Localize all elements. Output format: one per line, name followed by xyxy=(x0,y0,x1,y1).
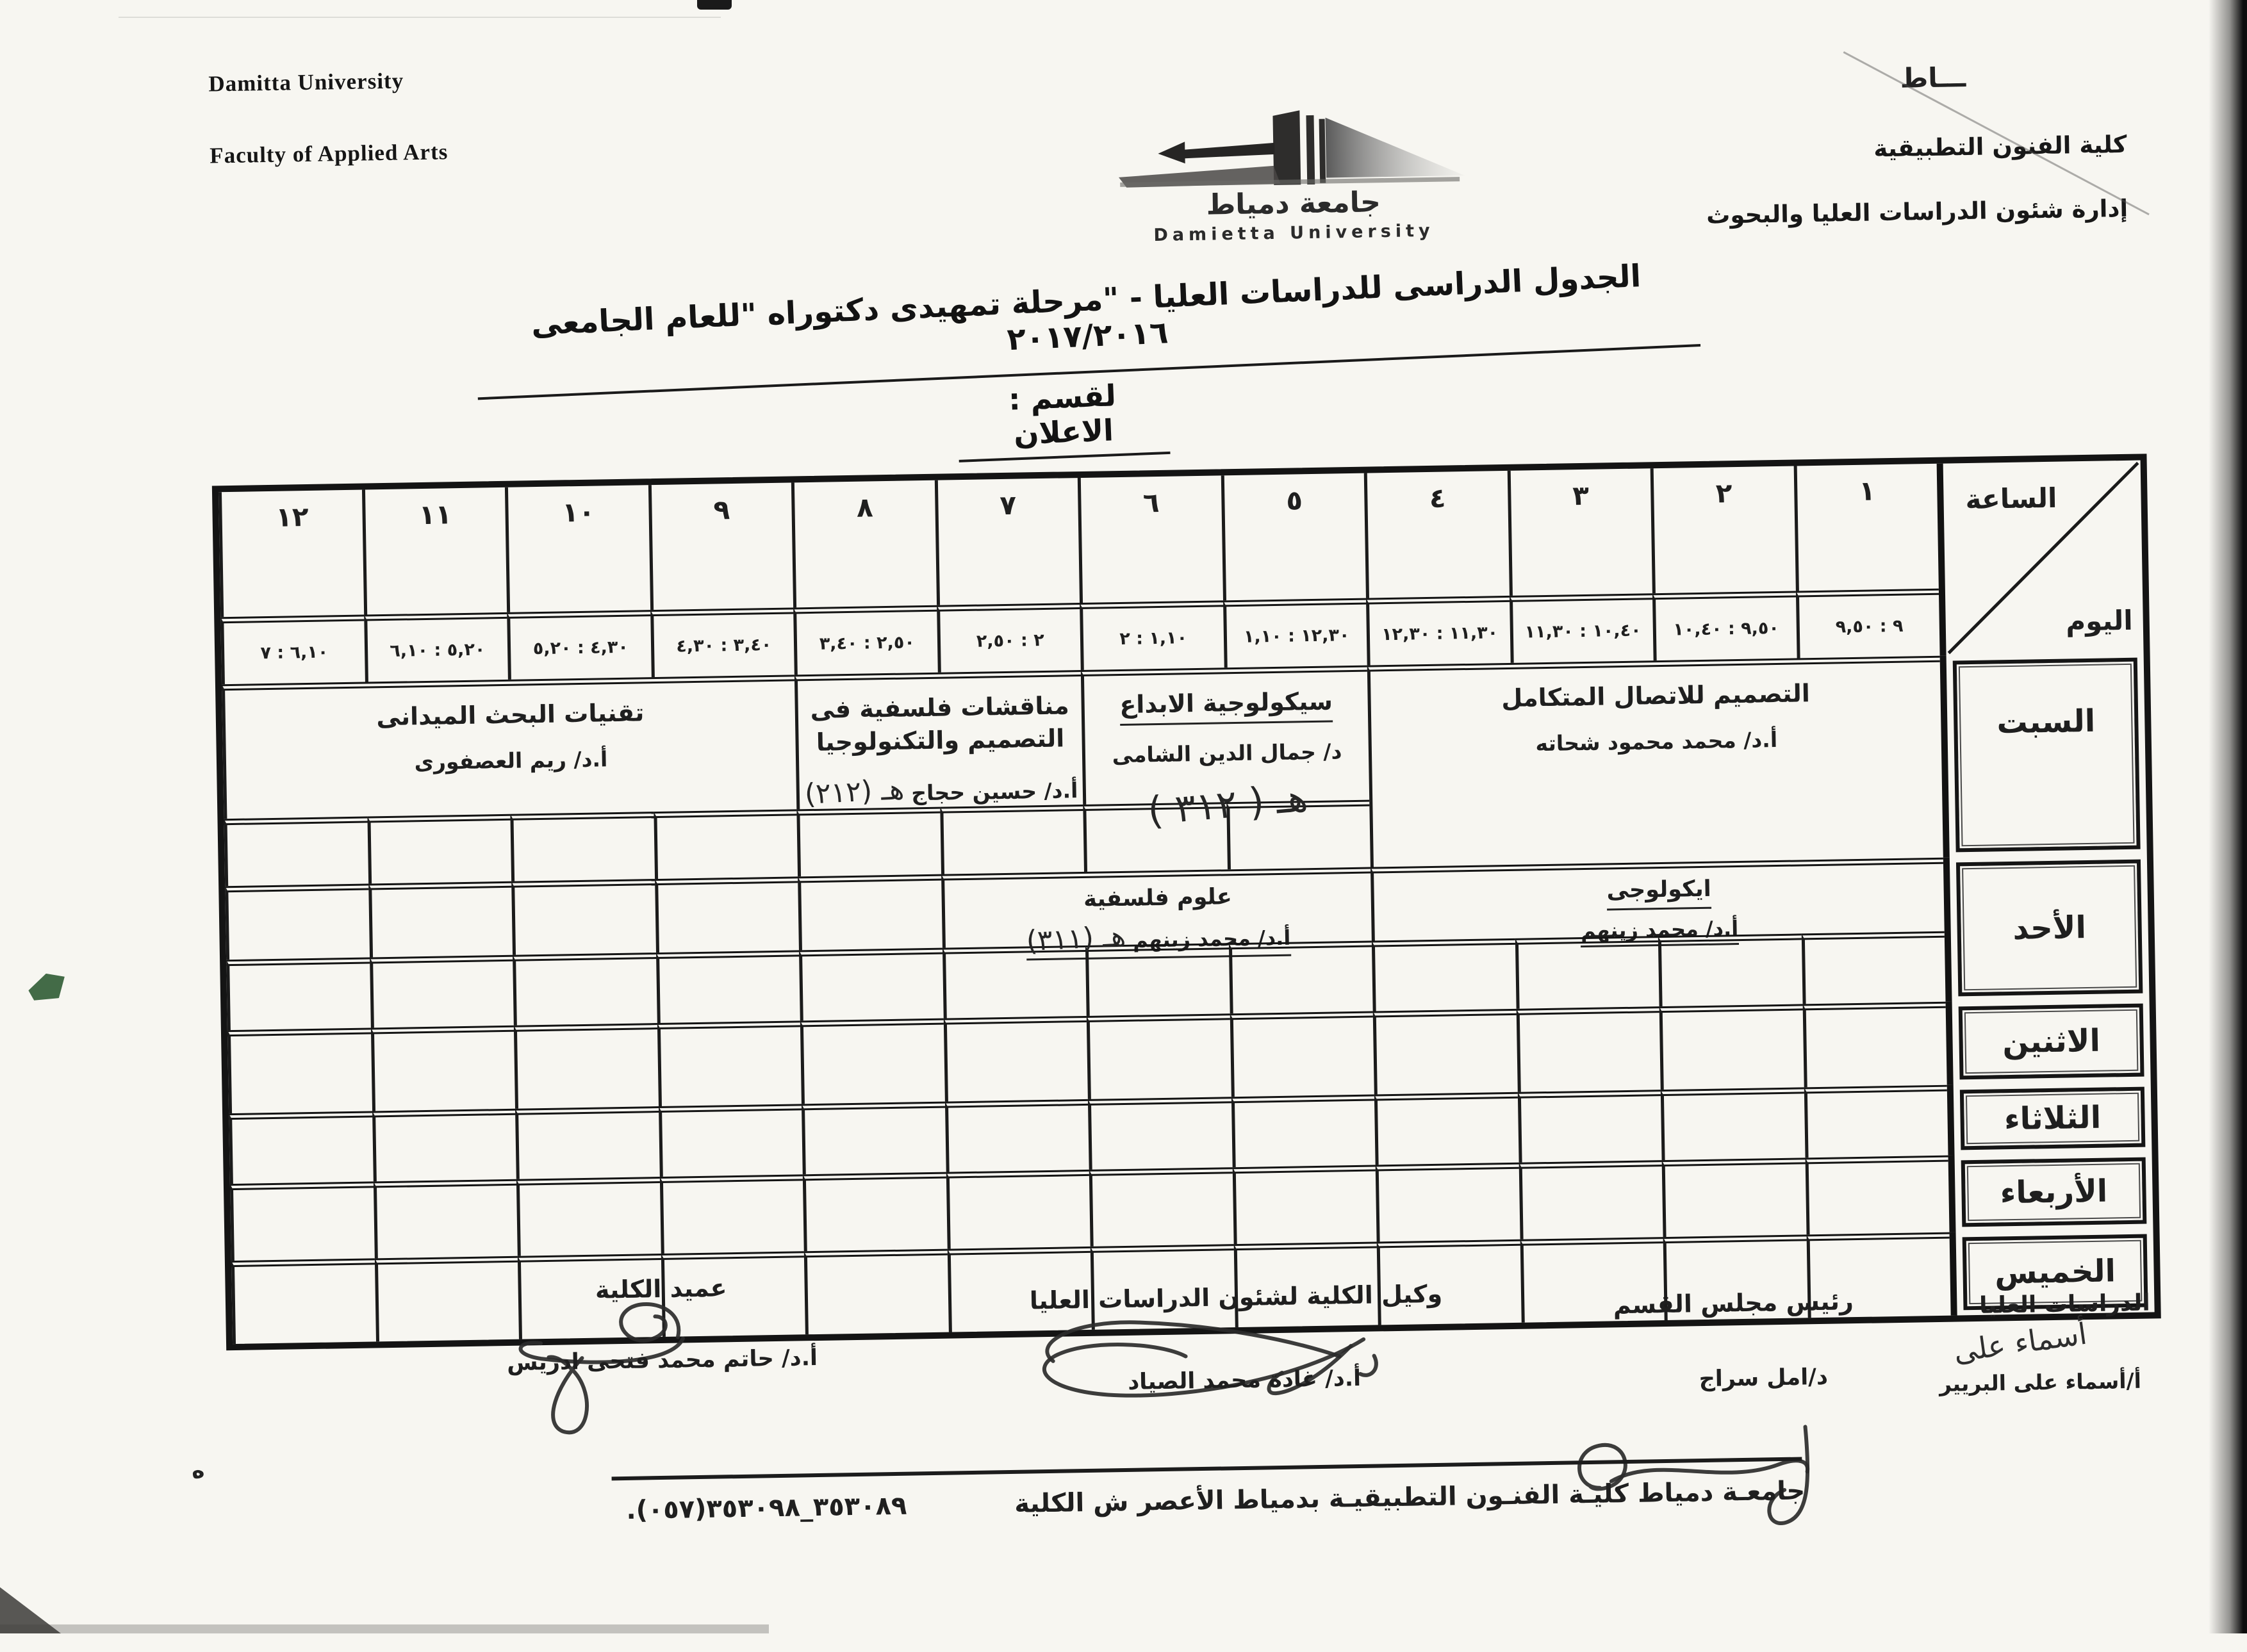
time-slot-2: ٩,٥٠ : ١٠,٤٠ xyxy=(1652,591,1797,660)
day-cell-sunday xyxy=(1943,854,2150,1001)
course-cell-field-research-techniques xyxy=(222,675,796,819)
grad-studies-handwritten-signature: أسماء على xyxy=(1951,1316,2089,1370)
course-title: ايكولوجى xyxy=(1606,874,1711,911)
empty-slot-cell xyxy=(658,1104,802,1177)
day-label-saturday: السبت xyxy=(1953,658,2141,853)
time-slot-12: ٦,١٠ : ٧ xyxy=(220,615,365,685)
empty-slot-cell xyxy=(1087,1013,1231,1099)
empty-slot-cell xyxy=(1088,1097,1232,1170)
empty-slot-cell xyxy=(1804,1085,1948,1158)
empty-slot-cell xyxy=(511,879,655,955)
course-instructor: أ.د/ محمد محمود شحاته xyxy=(1535,727,1778,756)
scan-edge-shadow-right xyxy=(2209,0,2247,1633)
empty-slot-cell xyxy=(373,1179,517,1259)
empty-slot-cell xyxy=(946,1170,1090,1249)
course-cell-philosophical-discussions xyxy=(794,670,1083,809)
hour-8: ٨ xyxy=(791,480,937,608)
empty-slot-cell xyxy=(796,807,941,877)
department-subtitle: لقسم : الاعلان xyxy=(956,376,1171,462)
empty-slot-cell xyxy=(1232,1165,1376,1244)
course-title: التصميم للاتصال المتكامل xyxy=(1501,679,1811,713)
time-slot-3: ١٠,٤٠ : ١١,٣٠ xyxy=(1509,593,1653,663)
time-slot-4: ١١,٣٠ : ١٢,٣٠ xyxy=(1366,596,1510,666)
empty-slot-cell xyxy=(230,1181,374,1261)
empty-slot-cell xyxy=(231,1258,376,1344)
empty-slot-cell xyxy=(368,881,513,958)
day-label-sunday: الأحد xyxy=(1956,860,2143,997)
day-label-wednesday: الأربعاء xyxy=(1961,1157,2147,1227)
hour-6: ٦ xyxy=(1078,475,1223,603)
scan-edge-shadow-bottom xyxy=(0,1624,769,1633)
dean-title: عميد الكلية xyxy=(595,1273,727,1304)
empty-slot-cell xyxy=(1374,1092,1519,1165)
empty-slot-cell xyxy=(803,1172,947,1252)
empty-slot-cell xyxy=(1516,1006,1661,1092)
hour-5: ٥ xyxy=(1221,473,1366,601)
empty-slot-cell xyxy=(513,953,657,1026)
ink-smudge: ه xyxy=(188,1457,207,1485)
day-cell-monday xyxy=(1946,998,2151,1084)
empty-slot-cell xyxy=(655,876,799,953)
course-title: سيكولوجية الابداع xyxy=(1119,685,1333,726)
scan-top-mark xyxy=(697,0,732,10)
empty-slot-cell xyxy=(942,945,1086,1018)
empty-slot-cell xyxy=(367,814,511,884)
empty-slot-cell xyxy=(1089,1167,1233,1247)
hour-axis-label: الساعة xyxy=(1965,482,2057,516)
dean-name: أ.د/ حاتم محمد فتحى ادريس xyxy=(506,1345,818,1377)
course-instructor: أ.د/ محمد زينهم xyxy=(1581,916,1739,947)
course-cell-integrated-communication-design xyxy=(1367,656,1943,867)
course-cell-psychology-of-creativity xyxy=(1081,666,1369,835)
day-label-monday: الاثنين xyxy=(1959,1004,2144,1080)
course-cell-philosophical-sciences xyxy=(941,867,1372,958)
corner-hour-day-cell xyxy=(1937,461,2144,656)
course-title: علوم فلسفية xyxy=(1083,884,1233,912)
course-instructor: أ.د/ ريم العصفورى xyxy=(414,746,608,775)
empty-slot-cell xyxy=(798,874,942,951)
time-slot-11: ٥,٢٠ : ٦,١٠ xyxy=(364,612,508,682)
empty-slot-cell xyxy=(1802,1002,1947,1088)
vice-dean-title: وكيل الكلية لشئون الدراسات العليا xyxy=(1029,1279,1443,1315)
hour-10: ١٠ xyxy=(505,485,650,612)
footer-address: جامعـة دمياط كليـة الفنـون التطبيقيـة بدمياط الأعصر ش الكلية xyxy=(1014,1476,1806,1519)
day-cell-saturday xyxy=(1940,653,2147,858)
day-label-thursday: الخميس xyxy=(1963,1234,2148,1311)
empty-slot-cell xyxy=(1231,1095,1375,1168)
svg-text:جامعة دمياط: جامعة دمياط xyxy=(1206,186,1381,222)
empty-slot-cell xyxy=(1658,933,1802,1006)
hour-4: ٤ xyxy=(1364,471,1510,598)
university-name-en: Damitta University xyxy=(208,68,404,97)
page-title: الجدول الدراسى للدراسات العليا - "مرحلة تمهيدى دكتوراه "للعام الجامعى ٢٠١٧/٢٠١٦ xyxy=(474,256,1700,400)
scan-crease-top xyxy=(119,17,721,18)
empty-slot-cell xyxy=(516,1177,661,1256)
schedule-grid xyxy=(212,454,2161,1350)
empty-slot-cell xyxy=(1372,938,1516,1011)
time-slot-8: ٢,٥٠ : ٣,٤٠ xyxy=(793,605,937,675)
day-axis-label: اليوم xyxy=(2065,604,2134,637)
empty-slot-cell xyxy=(654,809,798,879)
hour-9: ٩ xyxy=(648,482,793,610)
hour-1: ١ xyxy=(1793,464,1939,591)
time-slot-9: ٣,٤٠ : ٤,٣٠ xyxy=(650,607,794,677)
empty-slot-cell xyxy=(799,948,943,1021)
time-slot-7: ٢ : ٢,٥٠ xyxy=(937,603,1081,673)
hour-12: ١٢ xyxy=(218,490,364,617)
empty-slot-cell xyxy=(1805,1156,1949,1235)
empty-slot-cell xyxy=(225,883,369,960)
course-cell-ecology xyxy=(1370,858,1945,944)
hour-3: ٣ xyxy=(1507,468,1652,596)
room-number-handwritten: هـ ( ٣١٢ ) xyxy=(1146,775,1310,835)
empty-slot-cell xyxy=(1515,936,1659,1009)
empty-slot-cell xyxy=(370,955,514,1028)
day-cell-wednesday xyxy=(1948,1152,2153,1232)
university-logo xyxy=(1112,100,1474,253)
faculty-name-ar: كلية الفنون التطبيقية xyxy=(1873,130,2127,163)
course-title: تقنيات البحث الميدانى xyxy=(376,698,645,732)
time-slot-10: ٤,٣٠ : ٥,٢٠ xyxy=(507,610,651,680)
empty-slot-cell xyxy=(804,1249,949,1335)
grad-admin-ar: إدارة شئون الدراسات العليا والبحوث xyxy=(1706,194,2128,229)
empty-slot-cell xyxy=(944,1099,1089,1172)
dept-head-title: رئيس مجلس القسم xyxy=(1613,1287,1854,1320)
empty-slot-cell xyxy=(1519,1160,1663,1239)
empty-slot-cell xyxy=(1801,931,1945,1004)
empty-slot-cell xyxy=(943,1016,1088,1102)
empty-slot-cell xyxy=(659,1174,803,1254)
empty-slot-cell xyxy=(1373,1009,1518,1095)
empty-slot-cell xyxy=(1661,1087,1805,1160)
course-instructor-row xyxy=(804,772,1078,809)
empty-slot-cell xyxy=(656,950,800,1023)
empty-slot-cell xyxy=(940,805,1084,874)
empty-slot-cell xyxy=(1228,941,1372,1014)
footer-phone: .(٠٥٧)٣٥٣٠٨٩_٣٥٣٠٩٨ xyxy=(626,1491,907,1525)
empty-slot-cell xyxy=(1662,1157,1806,1237)
time-slot-5: ١٢,٣٠ : ١,١٠ xyxy=(1223,598,1367,668)
grad-studies-title: الدراسات العليا xyxy=(1979,1289,2150,1319)
faculty-name-en: Faculty of Applied Arts xyxy=(209,139,449,168)
day-label-tuesday: الثلاثاء xyxy=(1960,1087,2146,1150)
empty-slot-cell xyxy=(226,957,370,1030)
svg-text:Damietta University: Damietta University xyxy=(1153,220,1435,246)
time-slot-1: ٩ : ٩,٥٠ xyxy=(1795,589,1939,658)
empty-slot-cell xyxy=(802,1102,946,1175)
empty-slot-cell xyxy=(1659,1004,1804,1090)
scan-crease-text-fragment: ـــاط xyxy=(1900,61,1966,94)
time-slot-6: ١,١٠ : ٢ xyxy=(1080,600,1224,670)
course-instructor: أ.د/ حسين حجاج xyxy=(910,777,1078,806)
course-instructor: د/ جمال الدين الشامى xyxy=(1112,739,1342,768)
empty-slot-cell xyxy=(1376,1163,1520,1242)
empty-slot-cell xyxy=(370,1026,515,1111)
empty-slot-cell xyxy=(510,812,654,881)
grad-studies-name: أ/أسماء على البريير xyxy=(1939,1368,2142,1396)
room-number-handwritten: هـ (٢١٢) xyxy=(803,773,905,811)
empty-slot-cell xyxy=(515,1106,659,1179)
empty-slot-cell xyxy=(800,1018,945,1104)
room-number-handwritten: هـ (٣١١) xyxy=(1025,920,1127,958)
empty-slot-cell xyxy=(227,1027,372,1113)
empty-slot-cell xyxy=(657,1020,802,1106)
hour-2: ٢ xyxy=(1650,466,1796,594)
university-logo-icon xyxy=(1112,100,1474,253)
hour-11: ١١ xyxy=(361,487,507,615)
dept-head-name: د/امل سراج xyxy=(1699,1364,1829,1393)
empty-slot-cell xyxy=(224,817,368,887)
day-cell-tuesday xyxy=(1947,1081,2152,1155)
course-title: مناقشات فلسفية فى التصميم والتكنولوجيا xyxy=(810,691,1070,757)
empty-slot-cell xyxy=(1230,1011,1374,1097)
empty-slot-cell xyxy=(1085,943,1230,1016)
empty-slot-cell xyxy=(229,1111,373,1184)
empty-slot-cell xyxy=(1517,1090,1661,1163)
vice-dean-name: أ.د/ غادة محمد الصياد xyxy=(1127,1365,1362,1395)
course-instructor: أ.د/ محمد زينهم xyxy=(1132,925,1291,953)
hour-7: ٧ xyxy=(934,478,1080,605)
empty-slot-cell xyxy=(514,1023,659,1109)
empty-slot-cell xyxy=(372,1109,516,1182)
